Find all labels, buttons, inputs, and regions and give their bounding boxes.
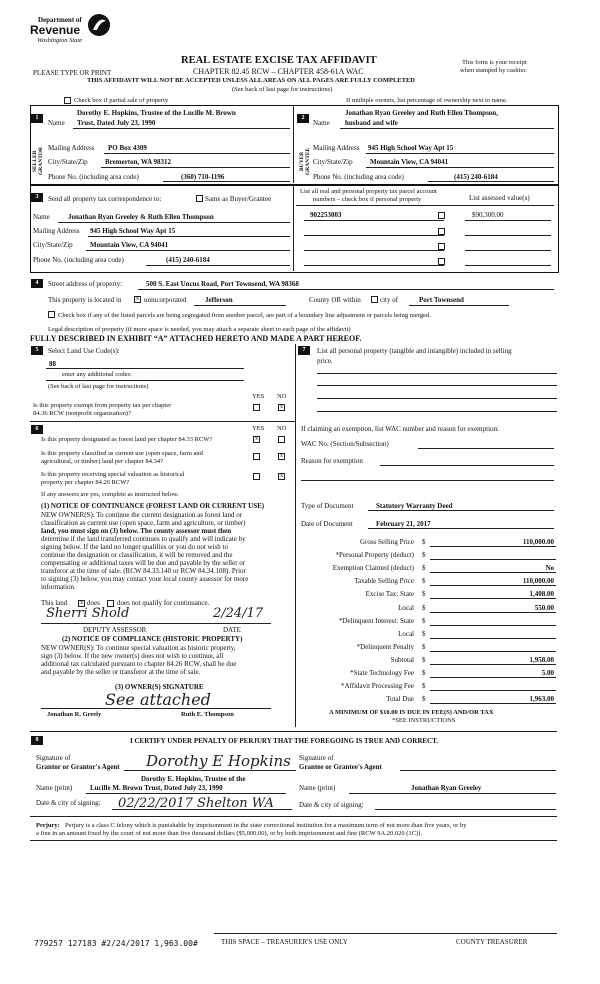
receipt-line1: This form is your receipt bbox=[462, 59, 527, 66]
seller-phone-label: Phone No. (including area code) bbox=[48, 173, 139, 181]
legal-desc-label: Legal description of property (if more space is needed, you may attach a separate sheet to each page of the affidavit) bbox=[48, 326, 351, 333]
personal-property-checkbox-3[interactable] bbox=[438, 243, 445, 250]
seller-grantor-label: SELLER GRANTOR bbox=[32, 147, 44, 176]
s5-no-head: NO bbox=[277, 393, 287, 400]
dor-logo-icon bbox=[86, 12, 112, 38]
section-4-badge: 4 bbox=[31, 279, 43, 288]
buyer-mailing-label: Mailing Address bbox=[313, 144, 360, 152]
grantor-date-label: Date & city of signing: bbox=[36, 799, 101, 807]
historic-no-checkbox[interactable]: x bbox=[280, 473, 283, 479]
located-label: This property is located in bbox=[48, 296, 122, 304]
partial-sale-checkbox[interactable] bbox=[64, 97, 71, 104]
current-use-question-1: Is this property classified as current use (open space, farm and bbox=[41, 450, 203, 457]
seller-city-label: City/State/Zip bbox=[48, 158, 88, 166]
signer2-name: Ruth E. Thompson bbox=[181, 711, 234, 718]
grantor-sig-label1: Signature of bbox=[36, 754, 71, 762]
doc-type-label: Type of Document bbox=[301, 502, 354, 510]
tax-name-label: Name bbox=[33, 213, 50, 221]
unincorporated-checkbox[interactable]: x bbox=[136, 296, 139, 302]
personal-property-checkbox-4[interactable] bbox=[438, 258, 445, 265]
section-5-badge: 5 bbox=[31, 346, 43, 355]
additional-codes-label: enter any additional codes: bbox=[62, 371, 132, 378]
form-warning: THIS AFFIDAVIT WILL NOT BE ACCEPTED UNLESS ALL AREAS ON ALL PAGES ARE FULLY COMPLETED bbox=[87, 77, 415, 84]
street-label: Street address of property: bbox=[48, 280, 123, 288]
parcel-number[interactable]: 902253003 bbox=[310, 211, 342, 219]
county-treasurer-label: COUNTY TREASURER bbox=[456, 938, 528, 946]
cashier-stamp: 779257 127183 #2/24/2017 1,963.00# bbox=[34, 939, 198, 948]
exempt-question-1: Is this property exempt from property tax per chapter bbox=[33, 402, 172, 409]
grantor-sig-label2: Grantor or Grantor's Agent bbox=[36, 763, 120, 771]
seller-name-label: Name bbox=[48, 119, 65, 127]
grantee-date-label: Date & city of signing: bbox=[299, 801, 364, 809]
form-subtitle: CHAPTER 82.45 RCW – CHAPTER 458-61A WAC bbox=[193, 67, 364, 76]
signer1-name: Jonathan R. Greely bbox=[47, 711, 102, 718]
segregated-checkbox[interactable] bbox=[48, 311, 55, 318]
tax-name-value[interactable]: Jonathan Ryan Greeley & Ruth Ellen Thompson bbox=[68, 213, 214, 221]
deputy-assessor-label: DEPUTY ASSESSOR bbox=[83, 626, 147, 634]
reason-label: Reason for exemption bbox=[301, 457, 363, 465]
assessed-head: List assessed value(s) bbox=[469, 194, 530, 202]
buyer-name-line2[interactable]: husband and wife bbox=[345, 119, 398, 127]
seller-mailing-label: Mailing Address bbox=[48, 144, 95, 152]
buyer-city-label: City/State/Zip bbox=[313, 158, 353, 166]
grantee-name-print-label: Name (print) bbox=[299, 784, 336, 792]
buyer-name-line1[interactable]: Jonathan Ryan Greeley and Ruth Ellen Thompson, bbox=[345, 109, 498, 117]
street-value[interactable]: 500 S. East Uncus Road, Port Townsend, WA 98368 bbox=[146, 280, 299, 288]
current-use-yes-checkbox[interactable] bbox=[253, 453, 260, 460]
tax-phone-label: Phone No. (including area code) bbox=[33, 256, 124, 264]
buyer-phone-value[interactable]: (415) 240-6184 bbox=[454, 173, 498, 181]
city-value[interactable]: Port Townsend bbox=[419, 296, 464, 304]
wac-label: WAC No. (Section/Subsection) bbox=[301, 440, 389, 448]
minimum-due: A MINIMUM OF $10.00 IS DUE IN FEE(S) AND/OR TAX bbox=[329, 709, 494, 716]
doc-date-value[interactable]: February 21, 2017 bbox=[376, 520, 431, 528]
perjury-heading: Perjury: bbox=[36, 822, 60, 829]
grantor-print-line2[interactable]: Lucille M. Brown Trust, Dated July 23, 1990 bbox=[90, 784, 223, 792]
s6-no-head: NO bbox=[277, 425, 287, 432]
see-instructions: *SEE INSTRUCTIONS bbox=[392, 717, 456, 724]
receipt-line2: when stamped by cashier. bbox=[460, 67, 527, 74]
grantee-print-value[interactable]: Jonathan Ryan Greeley bbox=[411, 784, 482, 792]
owner-signature-label: (3) OWNER(S) SIGNATURE bbox=[115, 683, 204, 691]
seller-name-line1[interactable]: Dorothy E. Hopkins, Trustee of the Lucille M. Brown bbox=[77, 109, 236, 117]
parcel-head1: List all real and personal property tax parcel account bbox=[300, 188, 437, 195]
please-type: PLEASE TYPE OR PRINT bbox=[33, 69, 112, 77]
tax-mailing-label: Mailing Address bbox=[33, 227, 80, 235]
does-qualify-checkbox[interactable]: x bbox=[80, 600, 83, 606]
doc-date-label: Date of Document bbox=[301, 520, 353, 528]
logo-line1: Department of bbox=[38, 16, 82, 24]
unincorporated-label: unincorporated bbox=[144, 296, 187, 304]
grantor-signature: Dorothy E Hopkins bbox=[146, 752, 291, 770]
historic-question-2: property per chapter 84.26 RCW? bbox=[41, 479, 130, 486]
grantor-print-line1[interactable]: Dorothy E. Hopkins, Trustee of the bbox=[141, 775, 246, 783]
same-as-buyer-label: Same as Buyer/Grantee bbox=[205, 195, 272, 203]
grantee-sig-label1: Signature of bbox=[299, 754, 334, 762]
buyer-name-label: Name bbox=[313, 119, 330, 127]
county-value[interactable]: Jefferson bbox=[205, 296, 233, 304]
section-6-badge: 6 bbox=[31, 425, 43, 434]
send-tax-label: Send all property tax correspondence to: bbox=[48, 195, 162, 203]
historic-question-1: Is this property receiving special valuation as historical bbox=[41, 471, 185, 478]
owner-signature: See attached bbox=[105, 690, 211, 709]
if-yes-instruction: If any answers are yes, complete as instructed below. bbox=[41, 491, 179, 498]
section-3-badge: 3 bbox=[31, 193, 43, 202]
form-title: REAL ESTATE EXCISE TAX AFFIDAVIT bbox=[181, 55, 377, 66]
perjury-line1: Perjury is a class C felony which is punishable by imprisonment in the state correctional institution for a maximum term of not more than five years, or by bbox=[65, 822, 467, 829]
tax-phone-value[interactable]: (415) 240-6184 bbox=[166, 256, 210, 264]
same-as-buyer-checkbox[interactable] bbox=[196, 195, 203, 202]
section-7-badge: 7 bbox=[298, 346, 310, 355]
this-land-label: This land bbox=[41, 599, 68, 607]
see-back-top: (See back of last page for instructions) bbox=[232, 86, 333, 93]
current-use-no-checkbox[interactable]: x bbox=[280, 453, 283, 459]
personal-property-checkbox-2[interactable] bbox=[438, 228, 445, 235]
assessor-date-label: DATE bbox=[223, 626, 241, 634]
forest-question: Is this property designated as forest land per chapter 84.33 RCW? bbox=[41, 436, 213, 443]
s5-see-back: (See back of last page for instructions) bbox=[48, 383, 149, 390]
grantee-sig-label2: Grantee or Grantee's Agent bbox=[299, 763, 382, 771]
notice1-title: (1) NOTICE OF CONTINUANCE (FOREST LAND OR CURRENT USE) bbox=[41, 502, 265, 510]
tax-mailing-value[interactable]: 945 High School Way Apt 15 bbox=[90, 227, 176, 235]
exempt-question-2: 84.36 RCW (nonprofit organization)? bbox=[33, 410, 131, 417]
tax-city-value[interactable]: Mountain View, CA 94041 bbox=[90, 241, 169, 249]
land-use-label: Select Land Use Code(s): bbox=[48, 347, 120, 355]
grantor-name-print-label: Name (print) bbox=[36, 784, 73, 792]
seller-mailing-value[interactable]: PO Box 4309 bbox=[108, 144, 147, 152]
section-8-badge: 8 bbox=[31, 736, 43, 745]
buyer-mailing-value[interactable]: 945 High School Way Apt 15 bbox=[368, 144, 454, 152]
exempt-no-checkbox[interactable]: x bbox=[280, 404, 283, 410]
certify-statement: I CERTIFY UNDER PENALTY OF PERJURY THAT THE FOREGOING IS TRUE AND CORRECT. bbox=[130, 737, 439, 745]
buyer-phone-label: Phone No. (including area code) bbox=[313, 173, 404, 181]
seller-name-line2[interactable]: Trust, Dated July 23, 1990 bbox=[77, 119, 156, 127]
section-2-badge: 2 bbox=[297, 114, 309, 123]
assessor-date: 2/24/17 bbox=[213, 606, 264, 621]
not-qualify-label: does not qualify for continuance. bbox=[117, 599, 210, 607]
claim-exemption-label: If claiming an exemption, list WAC number and reason for exemption: bbox=[301, 425, 499, 433]
treasurer-use-label: THIS SPACE – TREASURER'S USE ONLY bbox=[221, 938, 348, 946]
city-checkbox[interactable] bbox=[371, 296, 378, 303]
s6-yes-head: YES bbox=[252, 425, 265, 432]
section-1-badge: 1 bbox=[31, 114, 43, 123]
segregated-label: Check box if any of the listed parcels are being segregated from another parcel, are part of a boundary line adjustment or parcels being merged. bbox=[58, 312, 431, 319]
personal-property-line2: price. bbox=[317, 357, 333, 365]
does-label: does bbox=[87, 599, 100, 607]
logo-line3: Washington State bbox=[37, 37, 83, 44]
seller-city-value[interactable]: Bremerton, WA 98312 bbox=[105, 158, 172, 166]
forest-no-checkbox[interactable] bbox=[278, 436, 285, 443]
s5-yes-head: YES bbox=[252, 393, 265, 400]
logo-line2: Revenue bbox=[30, 23, 81, 37]
assessor-signature: Sherri Shold bbox=[46, 606, 130, 621]
perjury-line2: a fine in an amount fixed by the court of not more than five thousand dollars ($5,000.00), or by both imprisonment and fine (RCW 9A.20.020 (1C)). bbox=[36, 830, 423, 837]
land-use-code[interactable]: 88 bbox=[49, 360, 56, 368]
tax-city-label: City/State/Zip bbox=[33, 241, 73, 249]
exempt-yes-checkbox[interactable] bbox=[253, 404, 260, 411]
parcel-head2: numbers – check box if personal property bbox=[313, 196, 422, 203]
current-use-question-2: agricultural, or timber) land per chapter 84.34? bbox=[41, 458, 164, 465]
city-of-label: city of bbox=[380, 296, 399, 304]
personal-property-checkbox-1[interactable] bbox=[438, 212, 445, 219]
buyer-city-value[interactable]: Mountain View, CA 94041 bbox=[370, 158, 449, 166]
multiple-owners-label: If multiple owners, list percentage of ownership next to name. bbox=[346, 97, 508, 104]
buyer-grantee-label: BUYER GRANTEE bbox=[299, 147, 311, 175]
doc-type-value[interactable]: Statutory Warranty Deed bbox=[376, 502, 453, 510]
historic-yes-checkbox[interactable] bbox=[253, 473, 260, 480]
exhibit-text: FULLY DESCRIBED IN EXHIBIT “A” ATTACHED HERETO AND MADE A PART HEREOF. bbox=[30, 334, 362, 343]
assessed-value[interactable]: $90,300.00 bbox=[472, 211, 504, 219]
seller-phone-value[interactable]: (360) 710-1196 bbox=[181, 173, 225, 181]
partial-sale-label: Check box if partial sale of property bbox=[74, 97, 169, 104]
forest-yes-checkbox[interactable]: x bbox=[255, 436, 258, 442]
notice2-title: (2) NOTICE OF COMPLIANCE (HISTORIC PROPERTY) bbox=[62, 635, 243, 643]
grantor-date-city: 02/22/2017 Shelton WA bbox=[118, 796, 274, 811]
personal-property-line1: List all personal property (tangible and intangible) included in selling bbox=[317, 347, 512, 355]
county-or-label: County OR within bbox=[309, 296, 361, 304]
